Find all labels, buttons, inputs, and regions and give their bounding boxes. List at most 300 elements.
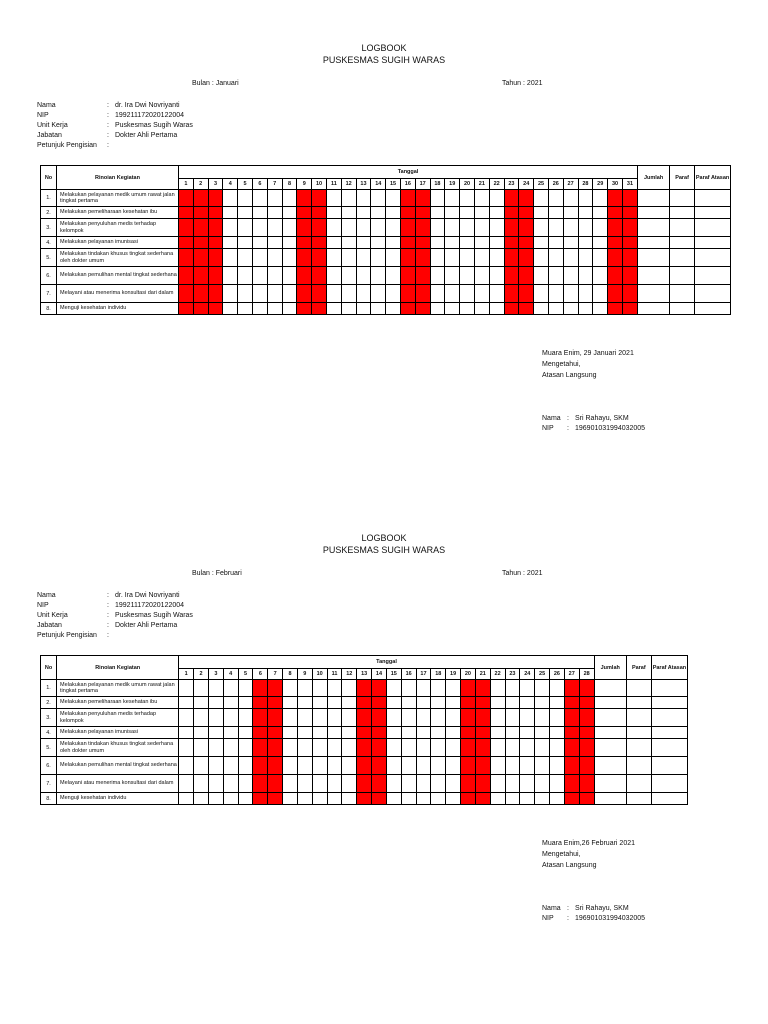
day-cell[interactable]	[490, 709, 505, 727]
day-cell-holiday[interactable]	[415, 207, 430, 219]
day-cell[interactable]	[548, 249, 563, 267]
day-cell[interactable]	[563, 190, 578, 207]
day-cell-holiday[interactable]	[297, 219, 312, 237]
day-cell-holiday[interactable]	[579, 793, 594, 805]
day-cell[interactable]	[416, 709, 431, 727]
day-cell-holiday[interactable]	[564, 680, 579, 697]
day-cell-holiday[interactable]	[400, 285, 415, 303]
day-cell[interactable]	[578, 219, 593, 237]
day-cell[interactable]	[445, 237, 460, 249]
day-cell-holiday[interactable]	[357, 727, 372, 739]
day-cell[interactable]	[548, 207, 563, 219]
day-cell[interactable]	[223, 680, 238, 697]
day-cell[interactable]	[416, 727, 431, 739]
day-cell-holiday[interactable]	[564, 775, 579, 793]
paraf-cell[interactable]	[670, 249, 695, 267]
day-cell-holiday[interactable]	[193, 267, 208, 285]
day-cell-holiday[interactable]	[312, 237, 327, 249]
day-cell-holiday[interactable]	[475, 775, 490, 793]
day-cell[interactable]	[327, 739, 342, 757]
day-cell[interactable]	[252, 303, 267, 315]
day-cell-holiday[interactable]	[208, 285, 223, 303]
day-cell[interactable]	[446, 757, 461, 775]
day-cell[interactable]	[252, 219, 267, 237]
paraf-cell[interactable]	[626, 727, 651, 739]
day-cell-holiday[interactable]	[519, 267, 534, 285]
day-cell[interactable]	[283, 697, 298, 709]
day-cell-holiday[interactable]	[357, 709, 372, 727]
day-cell-holiday[interactable]	[312, 285, 327, 303]
day-cell[interactable]	[194, 680, 209, 697]
paraf-cell[interactable]	[670, 303, 695, 315]
jumlah-cell[interactable]	[594, 727, 626, 739]
jumlah-cell[interactable]	[594, 793, 626, 805]
day-cell[interactable]	[371, 285, 386, 303]
day-cell-holiday[interactable]	[504, 237, 519, 249]
day-cell[interactable]	[490, 757, 505, 775]
day-cell[interactable]	[371, 249, 386, 267]
day-cell[interactable]	[386, 267, 401, 285]
day-cell[interactable]	[179, 793, 194, 805]
day-cell[interactable]	[341, 207, 356, 219]
day-cell-holiday[interactable]	[400, 237, 415, 249]
day-cell-holiday[interactable]	[608, 285, 623, 303]
day-cell[interactable]	[445, 267, 460, 285]
day-cell-holiday[interactable]	[400, 219, 415, 237]
day-cell-holiday[interactable]	[372, 757, 387, 775]
day-cell-holiday[interactable]	[461, 680, 476, 697]
day-cell[interactable]	[535, 793, 550, 805]
jumlah-cell[interactable]	[638, 219, 670, 237]
day-cell[interactable]	[267, 303, 282, 315]
day-cell[interactable]	[297, 757, 312, 775]
day-cell[interactable]	[460, 285, 475, 303]
day-cell-holiday[interactable]	[504, 190, 519, 207]
day-cell[interactable]	[563, 267, 578, 285]
day-cell[interactable]	[194, 775, 209, 793]
day-cell[interactable]	[342, 793, 357, 805]
day-cell-holiday[interactable]	[608, 249, 623, 267]
day-cell[interactable]	[520, 775, 535, 793]
paraf-cell[interactable]	[670, 267, 695, 285]
day-cell-holiday[interactable]	[461, 727, 476, 739]
day-cell[interactable]	[356, 190, 371, 207]
day-cell[interactable]	[446, 697, 461, 709]
day-cell[interactable]	[208, 680, 223, 697]
day-cell[interactable]	[194, 757, 209, 775]
day-cell-holiday[interactable]	[564, 739, 579, 757]
paraf-atasan-cell[interactable]	[651, 793, 687, 805]
day-cell[interactable]	[238, 727, 253, 739]
day-cell[interactable]	[593, 249, 608, 267]
day-cell[interactable]	[327, 793, 342, 805]
day-cell[interactable]	[550, 680, 565, 697]
day-cell[interactable]	[267, 249, 282, 267]
day-cell[interactable]	[490, 680, 505, 697]
day-cell[interactable]	[208, 757, 223, 775]
day-cell[interactable]	[430, 285, 445, 303]
day-cell-holiday[interactable]	[564, 697, 579, 709]
day-cell[interactable]	[208, 793, 223, 805]
day-cell-holiday[interactable]	[357, 757, 372, 775]
day-cell[interactable]	[578, 207, 593, 219]
day-cell-holiday[interactable]	[622, 267, 637, 285]
day-cell[interactable]	[238, 303, 253, 315]
day-cell-holiday[interactable]	[268, 680, 283, 697]
day-cell[interactable]	[460, 303, 475, 315]
day-cell-holiday[interactable]	[297, 303, 312, 315]
day-cell[interactable]	[282, 207, 297, 219]
day-cell-holiday[interactable]	[579, 697, 594, 709]
day-cell-holiday[interactable]	[579, 739, 594, 757]
day-cell[interactable]	[489, 207, 504, 219]
day-cell-holiday[interactable]	[519, 219, 534, 237]
day-cell-holiday[interactable]	[253, 739, 268, 757]
day-cell-holiday[interactable]	[622, 207, 637, 219]
jumlah-cell[interactable]	[638, 285, 670, 303]
day-cell[interactable]	[460, 237, 475, 249]
day-cell-holiday[interactable]	[253, 727, 268, 739]
day-cell-holiday[interactable]	[253, 775, 268, 793]
day-cell[interactable]	[179, 775, 194, 793]
jumlah-cell[interactable]	[594, 739, 626, 757]
day-cell[interactable]	[252, 267, 267, 285]
day-cell-holiday[interactable]	[504, 219, 519, 237]
day-cell-holiday[interactable]	[564, 709, 579, 727]
day-cell[interactable]	[223, 190, 238, 207]
day-cell-holiday[interactable]	[622, 303, 637, 315]
day-cell[interactable]	[534, 207, 549, 219]
day-cell-holiday[interactable]	[193, 219, 208, 237]
day-cell[interactable]	[327, 757, 342, 775]
day-cell-holiday[interactable]	[357, 775, 372, 793]
day-cell[interactable]	[490, 739, 505, 757]
day-cell-holiday[interactable]	[475, 727, 490, 739]
day-cell[interactable]	[252, 190, 267, 207]
day-cell-holiday[interactable]	[475, 757, 490, 775]
day-cell[interactable]	[520, 709, 535, 727]
day-cell[interactable]	[489, 237, 504, 249]
day-cell[interactable]	[208, 709, 223, 727]
day-cell[interactable]	[563, 219, 578, 237]
day-cell[interactable]	[416, 757, 431, 775]
day-cell-holiday[interactable]	[461, 757, 476, 775]
day-cell[interactable]	[550, 793, 565, 805]
day-cell-holiday[interactable]	[608, 207, 623, 219]
day-cell[interactable]	[223, 267, 238, 285]
day-cell-holiday[interactable]	[179, 207, 194, 219]
day-cell-holiday[interactable]	[193, 249, 208, 267]
day-cell[interactable]	[223, 285, 238, 303]
paraf-cell[interactable]	[670, 219, 695, 237]
day-cell-holiday[interactable]	[357, 697, 372, 709]
day-cell-holiday[interactable]	[208, 237, 223, 249]
day-cell[interactable]	[548, 303, 563, 315]
day-cell-holiday[interactable]	[208, 249, 223, 267]
day-cell[interactable]	[446, 775, 461, 793]
day-cell[interactable]	[431, 793, 446, 805]
day-cell[interactable]	[548, 267, 563, 285]
day-cell-holiday[interactable]	[608, 303, 623, 315]
day-cell[interactable]	[341, 267, 356, 285]
day-cell[interactable]	[252, 207, 267, 219]
day-cell-holiday[interactable]	[312, 267, 327, 285]
day-cell-holiday[interactable]	[415, 303, 430, 315]
day-cell-holiday[interactable]	[179, 249, 194, 267]
day-cell[interactable]	[563, 207, 578, 219]
day-cell-holiday[interactable]	[461, 739, 476, 757]
day-cell[interactable]	[223, 249, 238, 267]
day-cell[interactable]	[563, 285, 578, 303]
day-cell[interactable]	[223, 303, 238, 315]
day-cell[interactable]	[593, 303, 608, 315]
day-cell[interactable]	[252, 249, 267, 267]
day-cell-holiday[interactable]	[622, 285, 637, 303]
day-cell[interactable]	[341, 285, 356, 303]
day-cell[interactable]	[282, 267, 297, 285]
day-cell-holiday[interactable]	[519, 207, 534, 219]
day-cell[interactable]	[326, 237, 341, 249]
day-cell-holiday[interactable]	[312, 219, 327, 237]
day-cell[interactable]	[297, 709, 312, 727]
day-cell-holiday[interactable]	[475, 697, 490, 709]
day-cell[interactable]	[238, 219, 253, 237]
day-cell[interactable]	[179, 680, 194, 697]
day-cell-holiday[interactable]	[608, 219, 623, 237]
day-cell[interactable]	[445, 190, 460, 207]
day-cell-holiday[interactable]	[475, 709, 490, 727]
day-cell[interactable]	[489, 249, 504, 267]
day-cell[interactable]	[341, 249, 356, 267]
day-cell-holiday[interactable]	[564, 727, 579, 739]
day-cell-holiday[interactable]	[400, 190, 415, 207]
day-cell[interactable]	[327, 697, 342, 709]
day-cell[interactable]	[474, 285, 489, 303]
day-cell[interactable]	[267, 285, 282, 303]
day-cell-holiday[interactable]	[372, 775, 387, 793]
day-cell-holiday[interactable]	[268, 727, 283, 739]
paraf-atasan-cell[interactable]	[695, 267, 731, 285]
day-cell[interactable]	[520, 757, 535, 775]
day-cell-holiday[interactable]	[475, 793, 490, 805]
day-cell[interactable]	[326, 190, 341, 207]
day-cell-holiday[interactable]	[268, 757, 283, 775]
day-cell[interactable]	[474, 190, 489, 207]
day-cell[interactable]	[489, 267, 504, 285]
day-cell-holiday[interactable]	[208, 219, 223, 237]
day-cell[interactable]	[282, 237, 297, 249]
day-cell[interactable]	[356, 303, 371, 315]
paraf-atasan-cell[interactable]	[651, 775, 687, 793]
day-cell[interactable]	[401, 775, 416, 793]
day-cell[interactable]	[238, 207, 253, 219]
day-cell[interactable]	[505, 739, 520, 757]
day-cell[interactable]	[578, 237, 593, 249]
day-cell[interactable]	[401, 709, 416, 727]
day-cell[interactable]	[535, 757, 550, 775]
day-cell-holiday[interactable]	[564, 757, 579, 775]
day-cell-holiday[interactable]	[297, 207, 312, 219]
day-cell[interactable]	[550, 697, 565, 709]
day-cell-holiday[interactable]	[400, 207, 415, 219]
day-cell[interactable]	[445, 285, 460, 303]
day-cell[interactable]	[223, 237, 238, 249]
day-cell[interactable]	[179, 757, 194, 775]
day-cell[interactable]	[490, 727, 505, 739]
day-cell[interactable]	[282, 190, 297, 207]
day-cell[interactable]	[356, 237, 371, 249]
day-cell[interactable]	[283, 775, 298, 793]
paraf-atasan-cell[interactable]	[695, 285, 731, 303]
day-cell-holiday[interactable]	[193, 285, 208, 303]
day-cell[interactable]	[238, 697, 253, 709]
day-cell[interactable]	[431, 757, 446, 775]
day-cell[interactable]	[445, 249, 460, 267]
day-cell-holiday[interactable]	[208, 207, 223, 219]
day-cell[interactable]	[431, 739, 446, 757]
day-cell[interactable]	[446, 709, 461, 727]
day-cell[interactable]	[416, 739, 431, 757]
day-cell[interactable]	[282, 285, 297, 303]
day-cell[interactable]	[460, 249, 475, 267]
day-cell[interactable]	[356, 285, 371, 303]
day-cell[interactable]	[223, 793, 238, 805]
day-cell[interactable]	[593, 237, 608, 249]
day-cell-holiday[interactable]	[608, 237, 623, 249]
day-cell[interactable]	[371, 303, 386, 315]
day-cell[interactable]	[520, 680, 535, 697]
day-cell-holiday[interactable]	[208, 267, 223, 285]
day-cell[interactable]	[283, 793, 298, 805]
day-cell[interactable]	[179, 709, 194, 727]
day-cell[interactable]	[416, 680, 431, 697]
paraf-cell[interactable]	[626, 793, 651, 805]
day-cell-holiday[interactable]	[504, 303, 519, 315]
day-cell-holiday[interactable]	[357, 739, 372, 757]
day-cell[interactable]	[386, 793, 401, 805]
day-cell[interactable]	[238, 237, 253, 249]
day-cell[interactable]	[371, 267, 386, 285]
day-cell-holiday[interactable]	[268, 709, 283, 727]
day-cell-holiday[interactable]	[564, 793, 579, 805]
day-cell[interactable]	[578, 249, 593, 267]
day-cell[interactable]	[534, 267, 549, 285]
day-cell[interactable]	[534, 190, 549, 207]
day-cell[interactable]	[505, 727, 520, 739]
day-cell-holiday[interactable]	[312, 303, 327, 315]
day-cell[interactable]	[194, 709, 209, 727]
day-cell[interactable]	[474, 249, 489, 267]
day-cell[interactable]	[520, 793, 535, 805]
day-cell-holiday[interactable]	[268, 739, 283, 757]
day-cell[interactable]	[505, 680, 520, 697]
day-cell-holiday[interactable]	[372, 739, 387, 757]
day-cell-holiday[interactable]	[312, 190, 327, 207]
day-cell-holiday[interactable]	[372, 680, 387, 697]
day-cell-holiday[interactable]	[622, 237, 637, 249]
day-cell[interactable]	[312, 709, 327, 727]
day-cell-holiday[interactable]	[372, 793, 387, 805]
day-cell-holiday[interactable]	[579, 680, 594, 697]
day-cell[interactable]	[430, 249, 445, 267]
day-cell[interactable]	[535, 697, 550, 709]
day-cell[interactable]	[179, 739, 194, 757]
day-cell-holiday[interactable]	[357, 680, 372, 697]
day-cell[interactable]	[489, 190, 504, 207]
day-cell[interactable]	[386, 739, 401, 757]
day-cell[interactable]	[401, 727, 416, 739]
jumlah-cell[interactable]	[594, 757, 626, 775]
day-cell[interactable]	[371, 219, 386, 237]
day-cell[interactable]	[446, 680, 461, 697]
day-cell-holiday[interactable]	[415, 267, 430, 285]
day-cell[interactable]	[474, 267, 489, 285]
day-cell[interactable]	[535, 709, 550, 727]
day-cell[interactable]	[520, 739, 535, 757]
day-cell[interactable]	[535, 739, 550, 757]
day-cell-holiday[interactable]	[357, 793, 372, 805]
jumlah-cell[interactable]	[638, 249, 670, 267]
day-cell-holiday[interactable]	[608, 190, 623, 207]
day-cell[interactable]	[401, 739, 416, 757]
day-cell[interactable]	[548, 190, 563, 207]
day-cell-holiday[interactable]	[461, 793, 476, 805]
day-cell[interactable]	[208, 739, 223, 757]
day-cell[interactable]	[238, 267, 253, 285]
day-cell-holiday[interactable]	[268, 793, 283, 805]
day-cell[interactable]	[312, 697, 327, 709]
day-cell-holiday[interactable]	[372, 697, 387, 709]
day-cell[interactable]	[327, 680, 342, 697]
day-cell-holiday[interactable]	[268, 775, 283, 793]
paraf-cell[interactable]	[626, 739, 651, 757]
day-cell[interactable]	[283, 757, 298, 775]
day-cell[interactable]	[223, 757, 238, 775]
day-cell[interactable]	[312, 680, 327, 697]
day-cell[interactable]	[371, 237, 386, 249]
day-cell-holiday[interactable]	[461, 697, 476, 709]
day-cell[interactable]	[223, 697, 238, 709]
day-cell[interactable]	[238, 709, 253, 727]
day-cell-holiday[interactable]	[297, 249, 312, 267]
paraf-cell[interactable]	[626, 757, 651, 775]
day-cell-holiday[interactable]	[579, 757, 594, 775]
day-cell-holiday[interactable]	[312, 207, 327, 219]
day-cell[interactable]	[179, 727, 194, 739]
day-cell-holiday[interactable]	[400, 249, 415, 267]
day-cell[interactable]	[593, 285, 608, 303]
day-cell-holiday[interactable]	[372, 709, 387, 727]
day-cell[interactable]	[563, 249, 578, 267]
day-cell-holiday[interactable]	[519, 249, 534, 267]
day-cell[interactable]	[341, 303, 356, 315]
paraf-cell[interactable]	[626, 680, 651, 697]
day-cell[interactable]	[297, 739, 312, 757]
day-cell[interactable]	[550, 709, 565, 727]
day-cell[interactable]	[342, 757, 357, 775]
day-cell[interactable]	[505, 757, 520, 775]
day-cell[interactable]	[326, 207, 341, 219]
day-cell-holiday[interactable]	[415, 237, 430, 249]
day-cell[interactable]	[445, 207, 460, 219]
day-cell-holiday[interactable]	[519, 190, 534, 207]
day-cell[interactable]	[474, 207, 489, 219]
day-cell[interactable]	[386, 207, 401, 219]
day-cell-holiday[interactable]	[297, 285, 312, 303]
day-cell-holiday[interactable]	[179, 237, 194, 249]
day-cell-holiday[interactable]	[415, 249, 430, 267]
day-cell[interactable]	[550, 727, 565, 739]
